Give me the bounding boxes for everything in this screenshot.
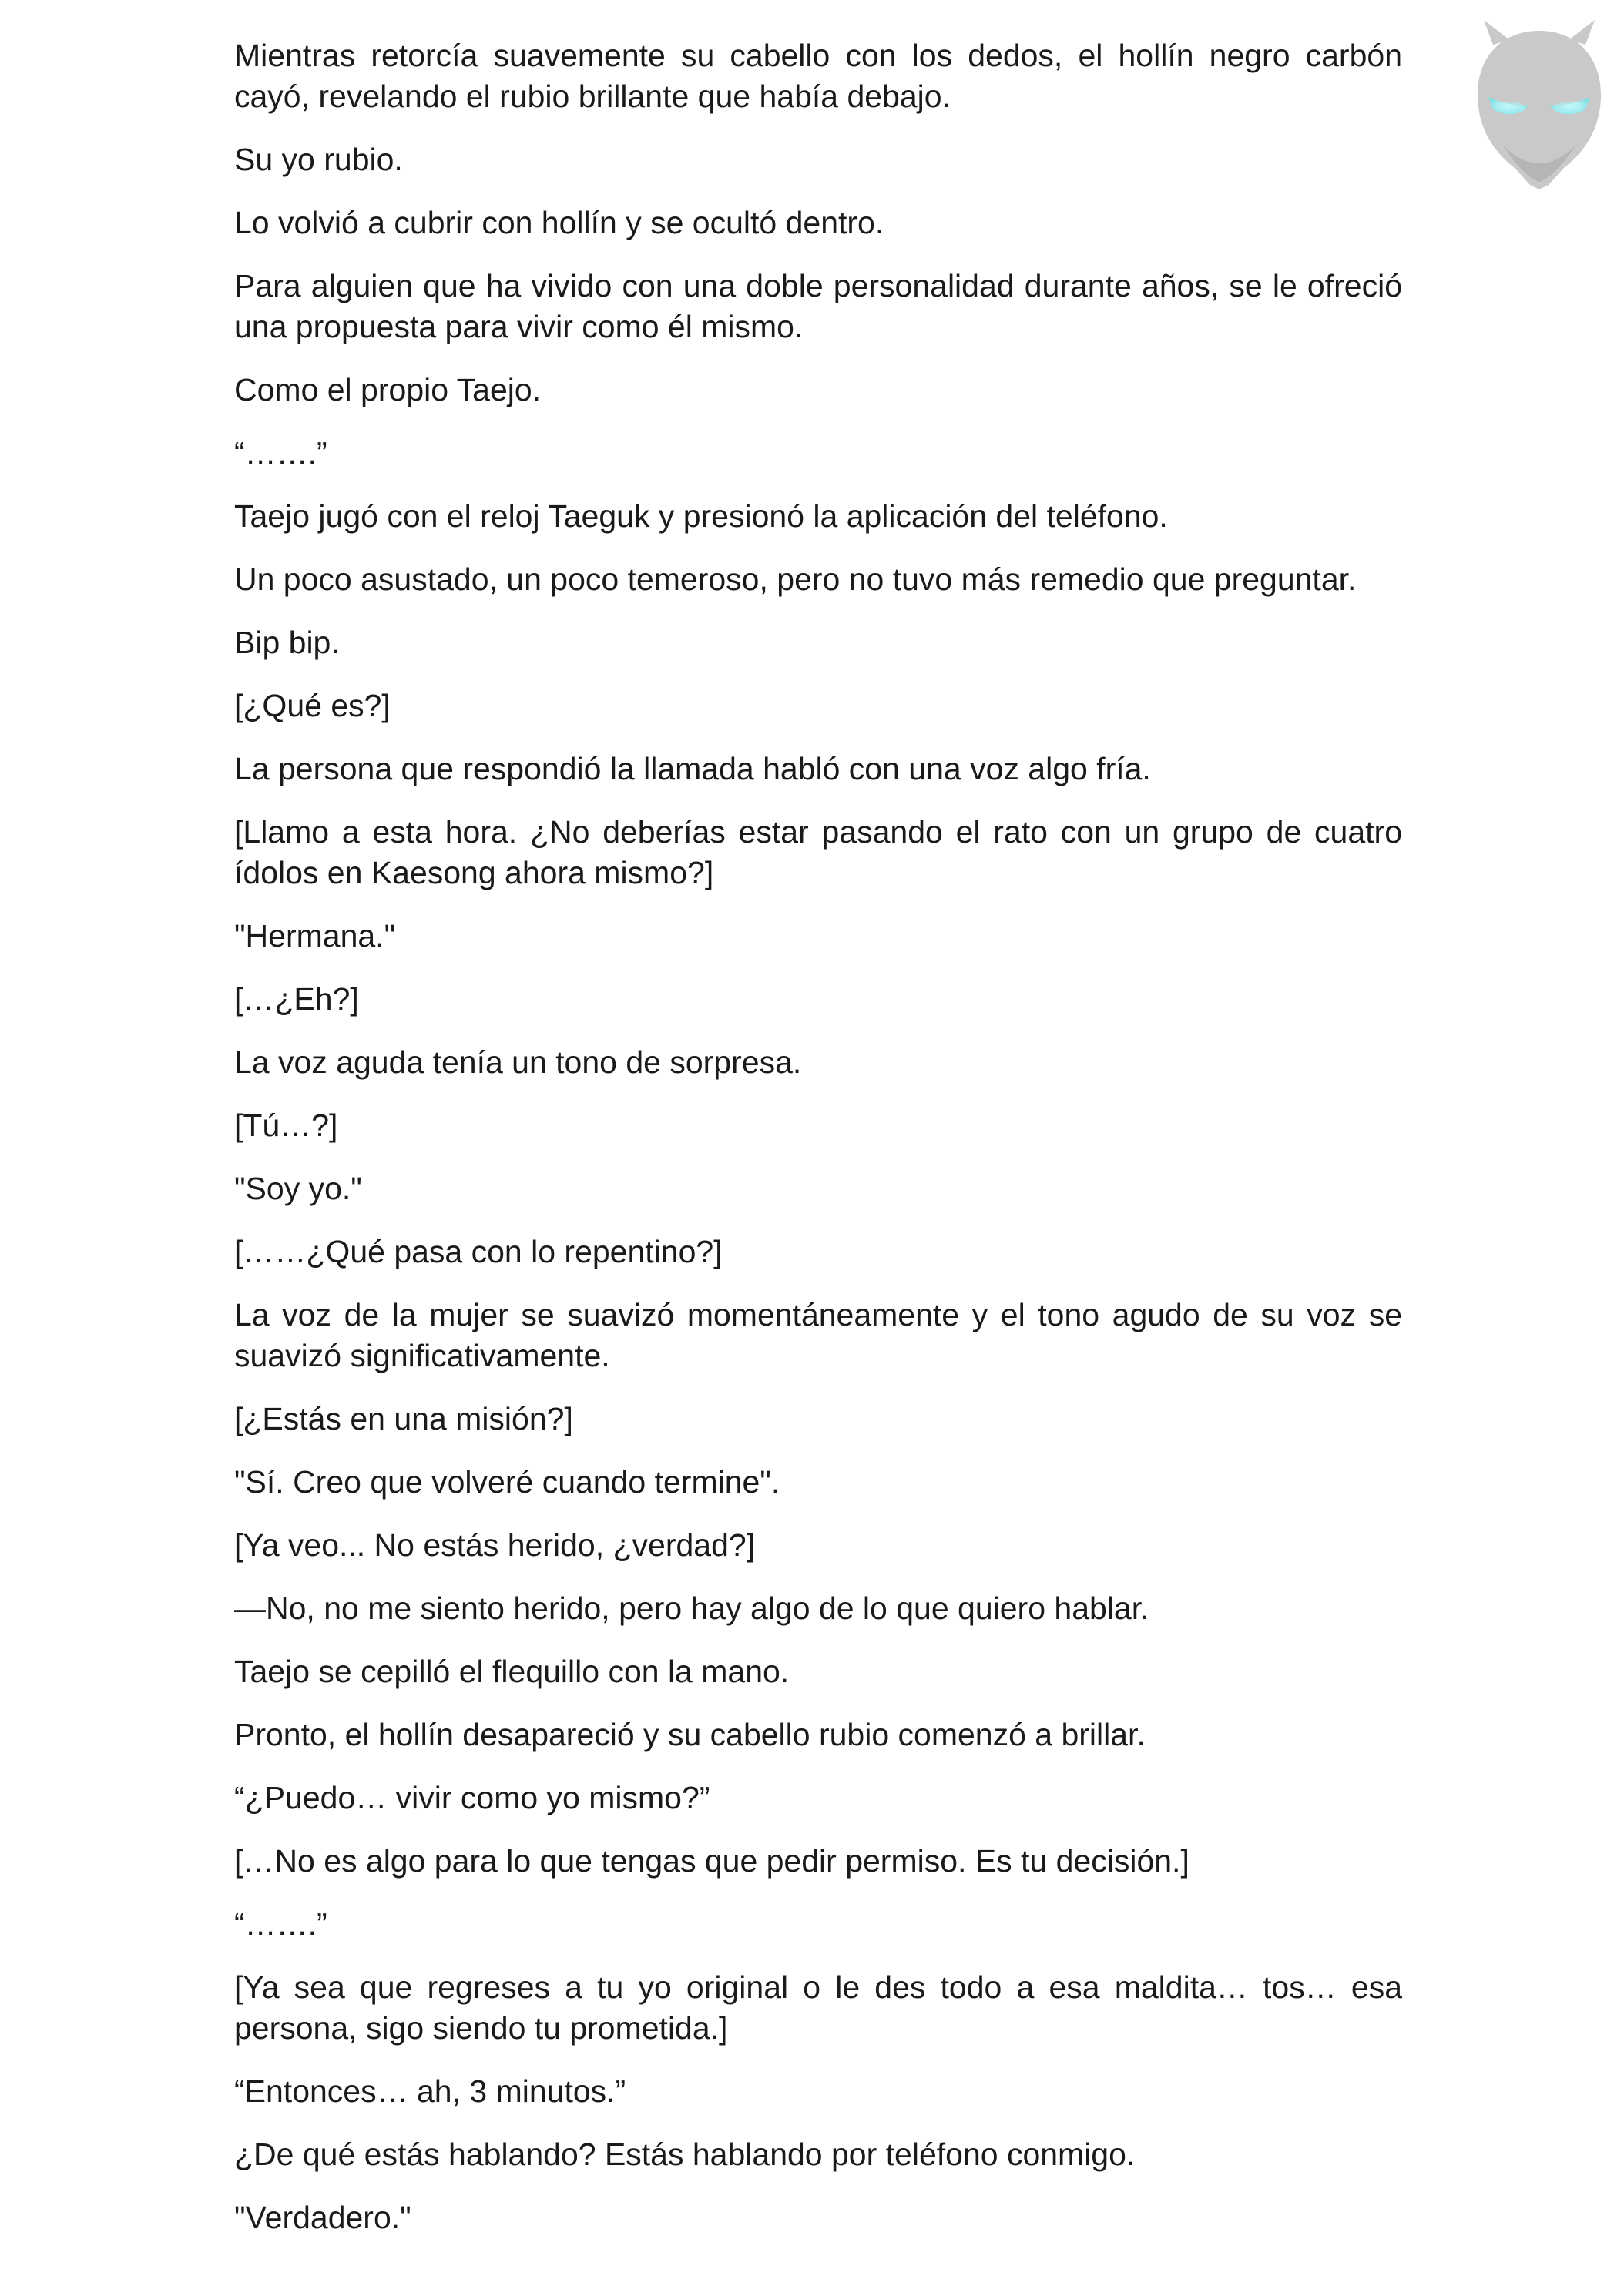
paragraph: [¿Estás en una misión?] — [234, 1401, 573, 1436]
paragraph: [……¿Qué pasa con lo repentino?] — [234, 1234, 723, 1269]
paragraph: ¿De qué estás hablando? Estás hablando por teléfono conmigo. — [234, 2137, 1136, 2172]
paragraph: La persona que respondió la llamada habló con una voz algo fría. — [234, 751, 1151, 786]
paragraph: […¿Eh?] — [234, 981, 359, 1017]
paragraph: Bip bip. — [234, 625, 340, 660]
paragraph: Como el propio Taejo. — [234, 372, 542, 407]
paragraph: "Sí. Creo que volveré cuando termine". — [234, 1464, 780, 1500]
watermark-logo — [1462, 14, 1616, 191]
paragraph: "Hermana." — [234, 918, 396, 954]
demon-head-icon — [1462, 14, 1616, 191]
paragraph: Taejo se cepilló el flequillo con la mano. — [234, 1654, 790, 1689]
paragraph: Para alguien que ha vivido con una doble personalidad durante años, se le ofreció una propuesta para vivir como él mismo. — [234, 268, 1402, 344]
paragraph: La voz aguda tenía un tono de sorpresa. — [234, 1044, 802, 1080]
paragraph: […No es algo para lo que tengas que pedir permiso. Es tu decisión.] — [234, 1843, 1189, 1879]
paragraph: “…….” — [234, 435, 327, 471]
paragraph: [Tú…?] — [234, 1108, 338, 1143]
paragraph: "Soy yo." — [234, 1171, 362, 1206]
paragraph: Mientras retorcía suavemente su cabello con los dedos, el hollín negro carbón cayó, revelando el rubio brillante que había debajo. — [234, 38, 1402, 114]
paragraph: “…….” — [234, 1906, 327, 1942]
paragraph: Lo volvió a cubrir con hollín y se ocultó dentro. — [234, 205, 884, 240]
paragraph: “Entonces… ah, 3 minutos.” — [234, 2073, 626, 2109]
paragraph: Un poco asustado, un poco temeroso, pero no tuvo más remedio que preguntar. — [234, 561, 1357, 597]
paragraph: [Ya sea que regreses a tu yo original o le des todo a esa maldita… tos… esa persona, sigo siendo tu prometida.] — [234, 1969, 1402, 2046]
paragraph: Pronto, el hollín desapareció y su cabello rubio comenzó a brillar. — [234, 1717, 1146, 1752]
paragraph: [¿Qué es?] — [234, 688, 391, 723]
paragraph: —No, no me siento herido, pero hay algo de lo que quiero hablar. — [234, 1590, 1149, 1626]
paragraph: La voz de la mujer se suavizó momentáneamente y el tono agudo de su voz se suavizó significativamente. — [234, 1297, 1402, 1373]
paragraph: "Verdadero." — [234, 2200, 411, 2235]
document-body — [234, 35, 1402, 2261]
paragraph: “¿Puedo… vivir como yo mismo?” — [234, 1780, 710, 1815]
paragraph: Su yo rubio. — [234, 142, 403, 177]
paragraph: [Llamo a esta hora. ¿No deberías estar pasando el rato con un grupo de cuatro ídolos en Kaesong ahora mismo?] — [234, 814, 1402, 890]
paragraph: Taejo jugó con el reloj Taeguk y presionó la aplicación del teléfono. — [234, 498, 1168, 534]
paragraph: [Ya veo... No estás herido, ¿verdad?] — [234, 1527, 756, 1563]
